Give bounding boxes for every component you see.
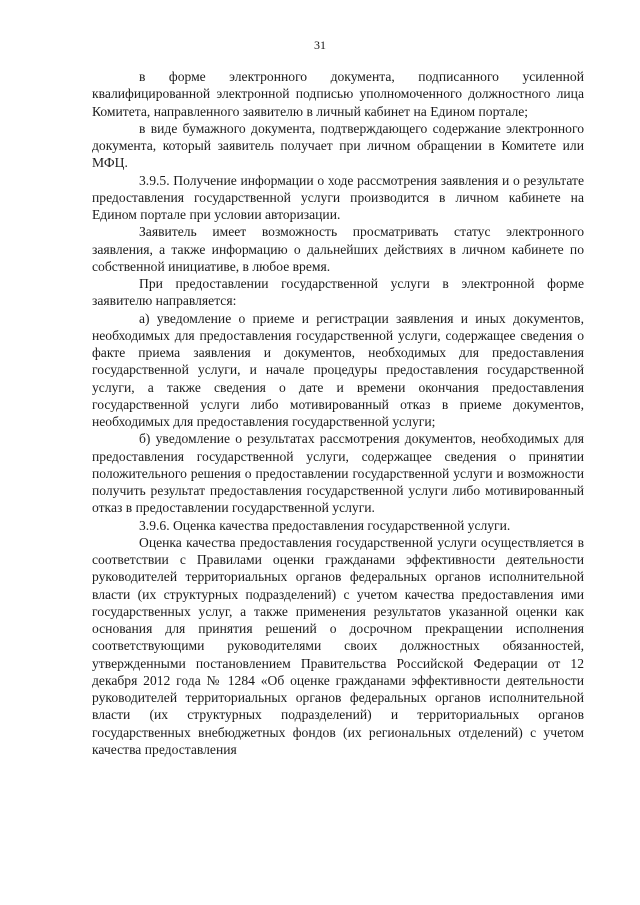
paragraph-item-b: б) уведомление о результатах рассмотрения документов, необходимых для предоставления государственной услуги, содержащее сведения о принятии положительного решения о предоставлении государственной услуги и возможности получить результат предоставления государственной услуги либо мотивированный отказ в предоставлении государственной услуги. xyxy=(92,431,584,516)
paragraph-status-view: Заявитель имеет возможность просматривать статус электронного заявления, а также информацию о дальнейших действиях в личном кабинете по собственной инициативе, в любое время. xyxy=(92,224,584,274)
paragraph-item-a: а) уведомление о приеме и регистрации заявления и иных документов, необходимых для предоставления государственной услуги, содержащее сведения о факте приема заявления и документов, необходимых для предоставления государственной услуги, и начале процедуры предоставления государственной услуги, а также сведения о дате и времени окончания предоставления государственной услуги либо мотивированный отказ в приеме документов, необходимых для предоставления государственной услуги; xyxy=(92,310,584,429)
paragraph-3-9-5: 3.9.5. Получение информации о ходе рассмотрения заявления и о результате предоставления государственной услуги производится в личном кабинете на Едином портале при условии авторизации. xyxy=(92,172,584,222)
paragraph-electronic-form-intro: При предоставлении государственной услуги в электронной форме заявителю направляется: xyxy=(92,276,584,309)
paragraph-quality-assessment: Оценка качества предоставления государственной услуги осуществляется в соответствии с Правилами оценки гражданами эффективности деятельности руководителей территориальных органов федеральных органов исполнительной власти (их структурных подразделений) с учетом качества предоставления ими государственных услуг, а также применения результатов указанной оценки как основания для принятия решений о досрочном прекращении исполнения соответствующими руководителями своих должностных обязанностей, утвержденными постановлением Правительства Российской Федерации от 12 декабря 2012 года № 1284 «Об оценке гражданами эффективности деятельности руководителей территориальных органов федеральных органов исполнительной власти (их структурных подразделений) и территориальных органов государственных внебюджетных фондов (их региональных отделений) с учетом качества предоставления xyxy=(92,534,584,757)
page-number: 31 xyxy=(314,38,326,52)
paragraph-3-9-6: 3.9.6. Оценка качества предоставления государственной услуги. xyxy=(139,517,511,533)
paragraph-paper-document: в виде бумажного документа, подтверждающего содержание электронного документа, который заявитель получает при личном обращении в Комитете или МФЦ. xyxy=(92,120,584,171)
paragraph-electronic-document: в форме электронного документа, подписанного усиленной квалифицированной электронной подписью уполномоченного должностного лица Комитета, направленного заявителю в личный кабинет на Едином портале; xyxy=(92,69,584,119)
document-body xyxy=(92,68,584,758)
